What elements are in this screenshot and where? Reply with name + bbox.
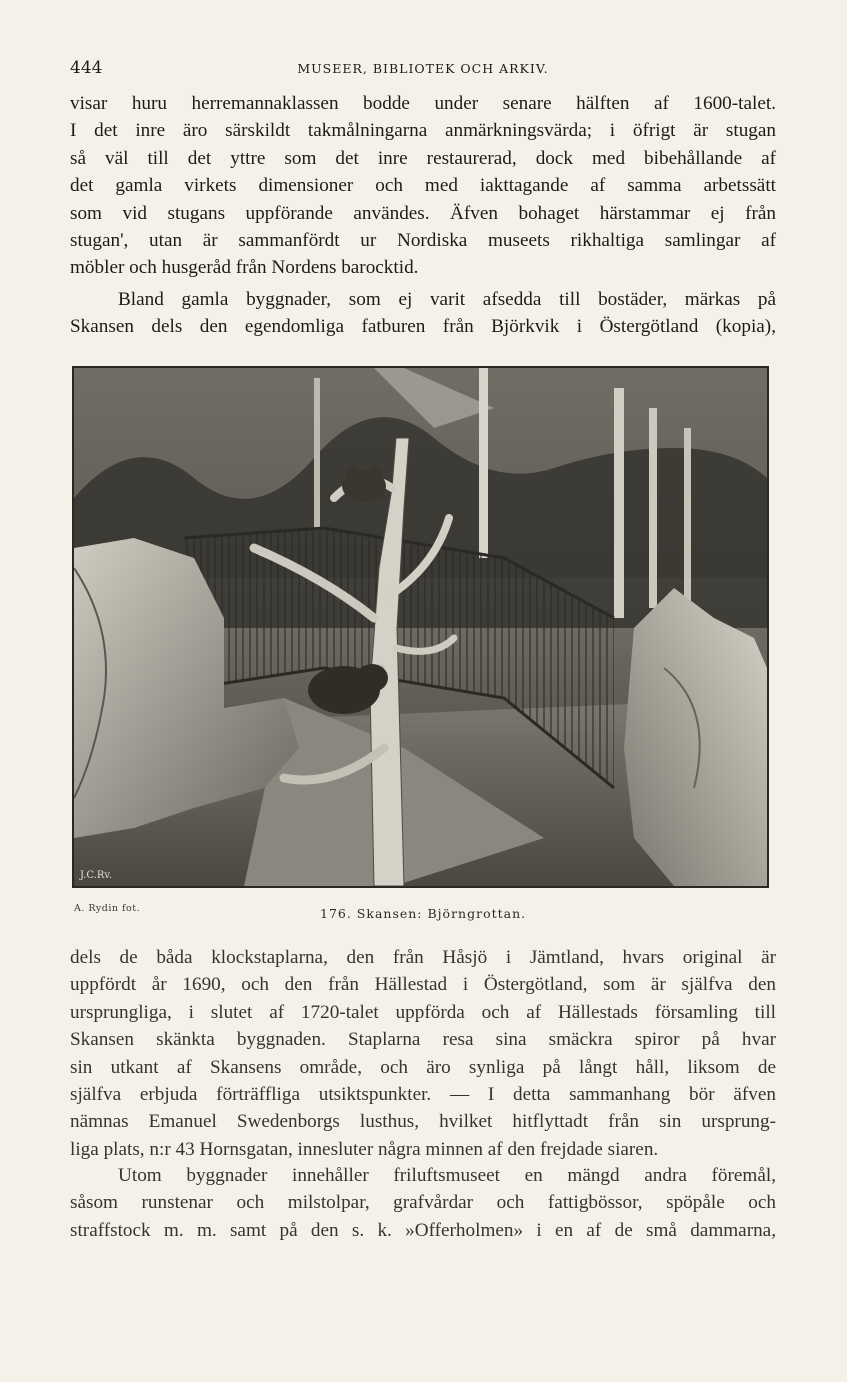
text-line: Bland gamla byggnader, som ej varit afsedda till bostäder, märkas på (118, 289, 776, 310)
text-line: I det inre äro särskildt takmålningarna anmärkningsvärda; i öfrigt är stugan (70, 120, 776, 142)
paragraph-4 (70, 1162, 776, 1244)
text-line: såsom runstenar och milstolpar, grafvårdar och fattigbössor, spöpåle och (70, 1192, 776, 1214)
text-line: ursprungliga, i slutet af 1720-talet uppförda och af Hällestads församling till (70, 1001, 776, 1023)
text-line: dels de båda klockstaplarna, den från Håsjö i Jämtland, hvars original är (70, 947, 776, 968)
text-line: som vid stugans uppförande användes. Äfven bohaget härstammar ej från (70, 202, 776, 224)
text-line: så väl till det yttre som det inre restaurerad, dock med bibehållande af (70, 147, 776, 169)
photo-bear-grotto (72, 366, 769, 888)
paragraph-3 (70, 944, 776, 1163)
paragraph-1 (70, 90, 776, 282)
running-head: MUSEER, BIBLIOTEK OCH ARKIV. (297, 61, 549, 76)
text-line: sin utkant af Skansens område, och äro synliga på långt håll, liksom de (70, 1056, 776, 1078)
text-line: stugan', utan är sammanfördt ur Nordiska museets rikhaltiga samlingar af (70, 230, 776, 252)
text-line: möbler och husgeråd från Nordens barocktid. (70, 257, 419, 279)
text-line: nämnas Emanuel Swedenborgs lusthus, hvilket hitflyttadt från sin ursprung- (70, 1111, 776, 1133)
text-line: Skansen skänkta byggnaden. Staplarna resa sina smäckra spiror på hvar (70, 1029, 776, 1051)
photo-credit: A. Rydin fot. (74, 903, 141, 914)
text-line: Skansen dels den egendomliga fatburen från Björkvik i Östergötland (kopia), (70, 316, 776, 338)
page-header (70, 58, 776, 82)
paragraph-2 (70, 286, 776, 341)
photo-illustration (74, 368, 767, 886)
text-line: straffstock m. m. samt på den s. k. »Offerholmen» i en af de små dammarna, (70, 1219, 776, 1241)
page-number: 444 (70, 58, 103, 78)
photo-signature: J.C.Rv. (80, 870, 113, 881)
text-line: visar huru herremannaklassen bodde under senare hälften af 1600-talet. (70, 93, 776, 114)
figure-caption: 176. Skansen: Björngrottan. (320, 906, 527, 921)
text-line: liga plats, n:r 43 Hornsgatan, innesluter några minnen af den frejdade siaren. (70, 1138, 659, 1160)
text-line: själfva erbjuda förträffliga utsiktspunkter. — I detta sammanhang bör äfven (70, 1084, 776, 1106)
text-line: uppfördt år 1690, och den från Hällestad i Östergötland, som är själfva den (70, 974, 776, 996)
text-line: det gamla virkets dimensioner och med iakttagande af samma arbetssätt (70, 175, 776, 197)
text-line: Utom byggnader innehåller friluftsmuseet en mängd andra föremål, (118, 1165, 776, 1186)
